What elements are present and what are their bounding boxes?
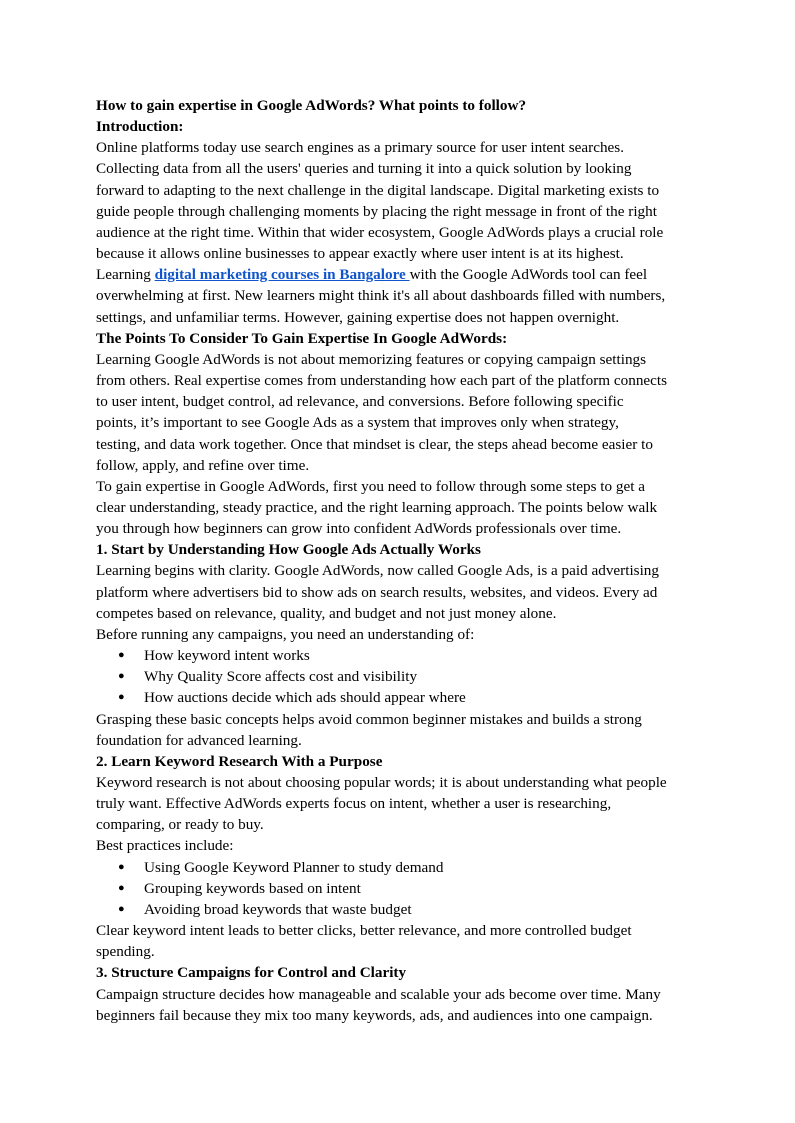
learning-text-after: with the Google AdWords tool can feel <box>409 266 648 284</box>
paragraph-line: audience at the right time. Within that wider ecosystem, Google AdWords plays a crucial role <box>96 223 664 241</box>
list-item-text: Why Quality Score affects cost and visibility <box>144 668 418 686</box>
list-item <box>96 645 704 666</box>
bullet-icon: ● <box>118 649 125 662</box>
paragraph-line: Online platforms today use search engines as a primary source for user intent searches. <box>96 139 625 157</box>
document-page <box>96 95 704 1026</box>
paragraph-line: comparing, or ready to buy. <box>96 816 264 834</box>
paragraph-line: truly want. Effective AdWords experts focus on intent, whether a user is researching, <box>96 795 612 813</box>
paragraph-line: Best practices include: <box>96 837 234 855</box>
list-item <box>96 857 704 878</box>
section3-heading: 3. Structure Campaigns for Control and Clarity <box>96 964 407 982</box>
list-item-text: Avoiding broad keywords that waste budget <box>144 900 412 918</box>
paragraph-line: testing, and data work together. Once that mindset is clear, the steps ahead become easier to <box>96 435 653 453</box>
intro-heading: Introduction: <box>96 118 184 136</box>
paragraph-line: from others. Real expertise comes from understanding how each part of the platform connects <box>96 372 668 390</box>
paragraph-line: Keyword research is not about choosing popular words; it is about understanding what people <box>96 774 667 791</box>
paragraph-line: Collecting data from all the users' queries and turning it into a quick solution by looking <box>96 160 632 178</box>
list-item-text: How auctions decide which ads should appear where <box>144 689 466 707</box>
list-item <box>96 687 704 708</box>
paragraph-line: spending. <box>96 943 155 961</box>
list-item <box>96 666 704 687</box>
paragraph-line: guide people through challenging moments by placing the right message in front of the right <box>96 202 657 220</box>
section1-heading: 1. Start by Understanding How Google Ads Actually Works <box>96 541 481 559</box>
learning-text-before: Learning <box>96 266 155 284</box>
paragraph-line: follow, apply, and refine over time. <box>96 456 310 474</box>
list-item-text: Using Google Keyword Planner to study demand <box>144 858 444 876</box>
section2-heading: 2. Learn Keyword Research With a Purpose <box>96 752 383 770</box>
paragraph-line: beginners fail because they mix too many keywords, ads, and audiences into one campaign. <box>96 1006 653 1024</box>
paragraph-line: clear understanding, steady practice, and the right learning approach. The points below walk <box>96 498 658 516</box>
bullet-icon: ● <box>118 691 125 704</box>
paragraph-line: competes based on relevance, quality, and budget and not just money alone. <box>96 604 557 622</box>
paragraph-line: platform where advertisers bid to show ads on search results, websites, and videos. Every ad <box>96 583 658 601</box>
list-item <box>96 878 704 899</box>
paragraph-line: to user intent, budget control, ad relevance, and conversions. Before following specific <box>96 393 624 411</box>
paragraph-line: foundation for advanced learning. <box>96 731 302 749</box>
paragraph-line: because it allows online businesses to appear exactly where user intent is at its highest. <box>96 245 624 263</box>
document-title: How to gain expertise in Google AdWords? What points to follow? <box>96 97 527 114</box>
bullet-icon: ● <box>118 860 125 873</box>
points-heading: The Points To Consider To Gain Expertise In Google AdWords: <box>96 329 508 347</box>
paragraph-line: forward to adapting to the next challenge in the digital landscape. Digital marketing exists to <box>96 181 660 199</box>
paragraph-line: Campaign structure decides how manageable and scalable your ads become over time. Many <box>96 985 661 1003</box>
list-item-text: Grouping keywords based on intent <box>144 879 361 897</box>
digital-marketing-courses-link[interactable]: digital marketing courses in Bangalore <box>154 266 410 284</box>
list-item <box>96 899 704 920</box>
paragraph-line: settings, and unfamiliar terms. However, gaining expertise does not happen overnight. <box>96 308 620 326</box>
paragraph-line: Clear keyword intent leads to better clicks, better relevance, and more controlled budget <box>96 922 632 940</box>
paragraph-line: To gain expertise in Google AdWords, first you need to follow through some steps to get a <box>96 477 646 495</box>
paragraph-line: you through how beginners can grow into confident AdWords professionals over time. <box>96 520 622 538</box>
paragraph-line: overwhelming at first. New learners might think it's all about dashboards filled with numbers, <box>96 287 666 305</box>
paragraph-line: Learning begins with clarity. Google AdWords, now called Google Ads, is a paid advertising <box>96 562 659 580</box>
paragraph-line: Grasping these basic concepts helps avoid common beginner mistakes and builds a strong <box>96 710 642 728</box>
bullet-icon: ● <box>118 902 125 915</box>
paragraph-line: Before running any campaigns, you need an understanding of: <box>96 625 475 643</box>
paragraph-line-with-link <box>96 264 704 285</box>
paragraph-line: points, it’s important to see Google Ads as a system that improves only when strategy, <box>96 414 619 432</box>
paragraph-line: Learning Google AdWords is not about memorizing features or copying campaign settings <box>96 350 647 368</box>
bullet-icon: ● <box>118 881 125 894</box>
list-item-text: How keyword intent works <box>144 647 310 665</box>
bullet-icon: ● <box>118 670 125 683</box>
